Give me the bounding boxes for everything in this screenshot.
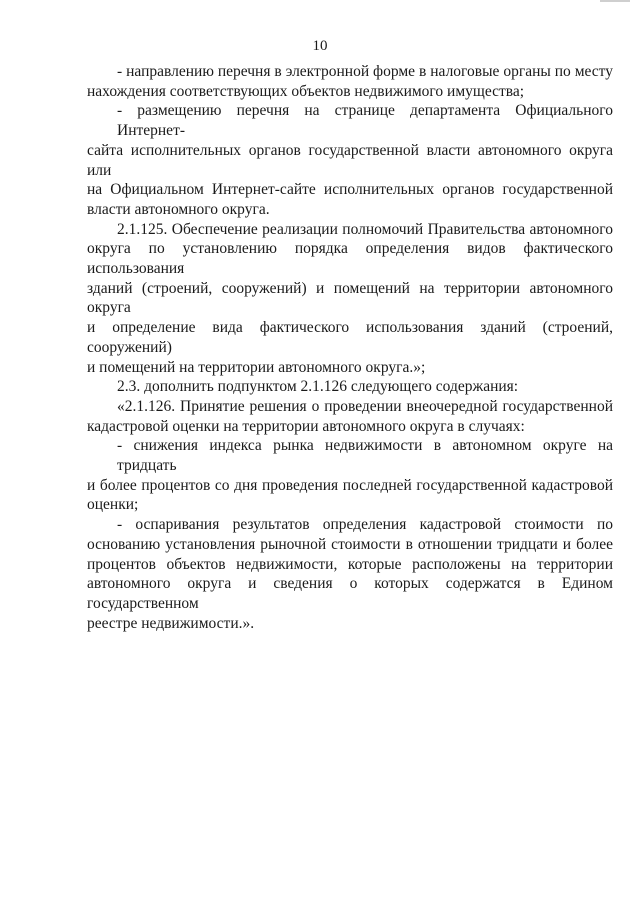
- text-line: и помещений на территории автономного округа.»;: [87, 358, 426, 376]
- text-line: сайта исполнительных органов государственной власти автономного округа или: [87, 141, 613, 179]
- text-line: и более процентов со дня проведения последней государственной кадастровой: [87, 476, 613, 494]
- text-line: «2.1.126. Принятие решения о проведении внеочередной государственной: [117, 397, 613, 415]
- page-number: 10: [312, 38, 328, 54]
- text-line: на Официальном Интернет-сайте исполнительных органов государственной: [87, 181, 613, 199]
- text-line: процентов объектов недвижимости, которые расположены на территории: [87, 555, 613, 573]
- text-line: основанию установления рыночной стоимости в отношении тридцати и более: [87, 535, 613, 553]
- document-body: [87, 62, 613, 633]
- text-line: - направлению перечня в электронной форме в налоговые органы по месту: [117, 63, 613, 80]
- paragraph: [87, 377, 613, 397]
- text-line: оценки;: [87, 496, 139, 514]
- text-line: 2.1.125. Обеспечение реализации полномочий Правительства автономного: [117, 220, 613, 238]
- text-line: - оспаривания результатов определения кадастровой стоимости по: [117, 516, 613, 534]
- scan-edge-mark: [600, 0, 630, 2]
- text-line: и определение вида фактического использования зданий (строений, сооружений): [87, 319, 613, 356]
- text-line: округа по установлению порядка определения видов фактического использования: [87, 240, 613, 278]
- text-line: 2.3. дополнить подпунктом 2.1.126 следующего содержания:: [117, 378, 519, 396]
- paragraph: [87, 62, 613, 101]
- text-line: нахождения соответствующих объектов недвижимого имущества;: [87, 82, 525, 100]
- text-line: - размещению перечня на странице департамента Официального Интернет-: [117, 102, 613, 140]
- paragraph: [87, 220, 613, 378]
- paragraph: [87, 436, 613, 515]
- text-line: зданий (строений, сооружений) и помещений на территории автономного округа: [87, 279, 613, 317]
- text-line: реестре недвижимости.».: [87, 614, 255, 632]
- paragraph: [87, 101, 613, 219]
- text-line: автономного округа и сведения о которых содержатся в Едином государственном: [87, 575, 613, 612]
- paragraph: [87, 515, 613, 633]
- paragraph: [87, 397, 613, 436]
- text-line: - снижения индекса рынка недвижимости в автономном округе на тридцать: [117, 437, 613, 475]
- text-line: кадастровой оценки на территории автономного округа в случаях:: [87, 417, 525, 435]
- text-line: власти автономного округа.: [87, 200, 270, 218]
